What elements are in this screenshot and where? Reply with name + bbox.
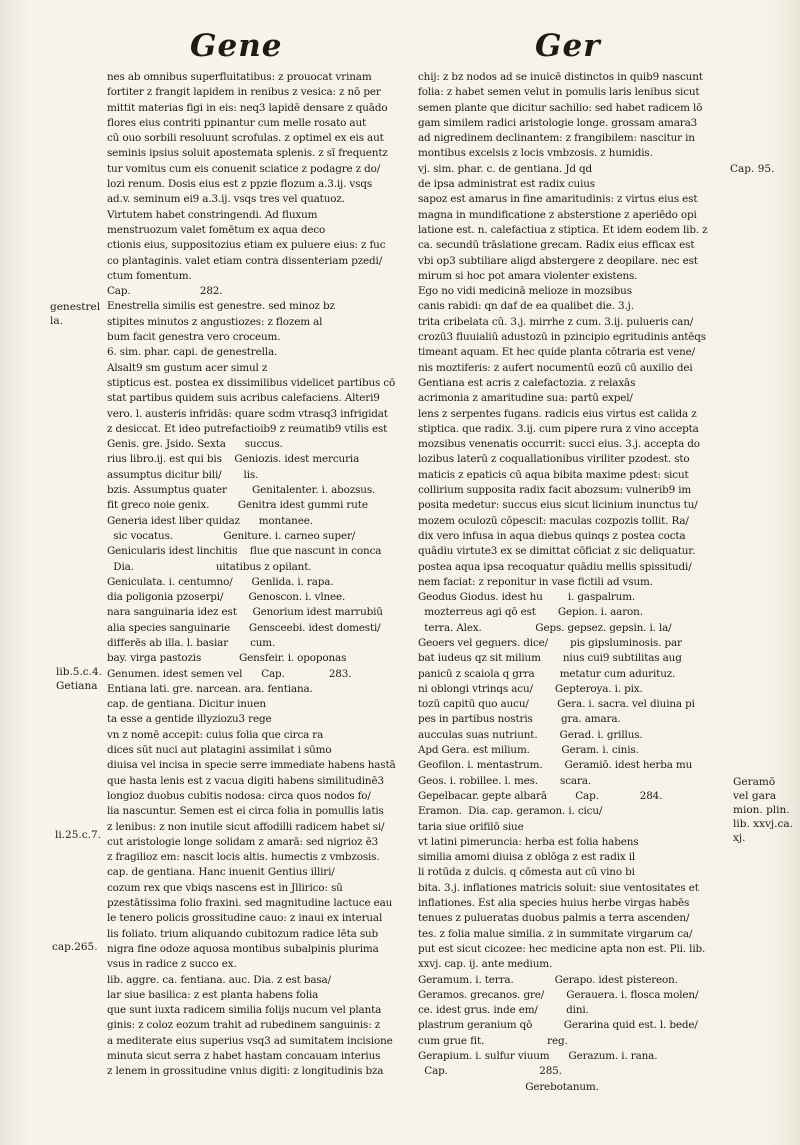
text-line: lar siue basilica: z est planta habens folia — [107, 988, 319, 1001]
text-line: cozum rex que vbiqs nascens est in Jllirico: sū — [107, 881, 343, 894]
text-line: Geoers vel geguers. dice/ pis gipsluminosis. par — [418, 636, 682, 649]
margin-note-genestrella: genestrel la. — [50, 301, 101, 327]
margin-note-li25: li.25.c.7. — [55, 829, 101, 841]
text-line: Geodus Giodus. idest hu i. gaspalrum. — [418, 591, 636, 604]
text-line: tes. z folia malue similia. z in summitate virgarum ca/ — [418, 927, 693, 940]
text-line: aucculas suas nutriunt. Gerad. i. grillus. — [418, 728, 643, 741]
text-line: mozsibus venenatis occurrit: succi eius. 3.j. accepta do — [418, 438, 700, 451]
text-line: z fragilioz em: nascit locis altis. humectis z vmbzosis. — [107, 851, 380, 864]
text-line: Cap. 282. — [107, 285, 223, 298]
text-line: Enestrella similis est genestre. sed minoz bz — [107, 300, 335, 313]
text-line: Gentiana est acris z calefactozia. z relaxās — [418, 376, 636, 389]
running-head-right: Ger — [535, 28, 601, 64]
text-line: z desiccat. Et ideo putrefactioib9 z reumatib9 vtilis est — [107, 422, 388, 435]
margin-note-cap95: Cap. 95. — [730, 163, 775, 175]
text-line: Alsalt9 sm gustum acer simul z — [107, 361, 268, 374]
text-line: stipticus est. postea ex dissimilibus videlicet partibus cō — [107, 376, 396, 389]
text-line: Eramon. Dia. cap. geramon. i. cicu/ — [418, 805, 603, 818]
text-line: Cap. 285. — [418, 1065, 562, 1078]
text-line: timeant aquam. Et hec quide planta cōtraria est vene/ — [418, 346, 695, 359]
text-line: Genis. gre. Jsido. Sexta succus. — [107, 438, 283, 451]
text-line: Entiana lati. gre. narcean. ara. fentiana. — [107, 682, 313, 695]
text-line: Apd Gera. est milium. Geram. i. cinis. — [418, 744, 639, 757]
text-line: seminis ipsius soluit apostemata splenis. z sī frequentz — [107, 147, 388, 160]
text-line: nigra fine odoze aquosa montibus subalpinis plurima — [107, 942, 379, 955]
text-line: assumptus dicitur bili/ lis. — [107, 468, 259, 481]
text-line: ginis: z coloz eozum trahit ad rubedinem sanguinis: z — [107, 1019, 381, 1032]
text-line: vero. l. austeris infridās: quare scdm vtrasq3 infrigidat — [107, 407, 388, 420]
margin-note-lib5: lib.5.c.4. Getiana — [56, 666, 103, 692]
margin-note-geramon: Geramō vel gara mion. plin. lib. xxvj.ca. xj. — [733, 776, 793, 844]
text-line: ad.v. seminum ei9 a.3.ij. vsqs tres vel quatuoz. — [107, 193, 345, 206]
text-line: vt latini pimeruncia: herba est folia habens — [418, 835, 639, 848]
text-line: semen plante que dicitur sachilio: sed habet radicem lō — [418, 101, 703, 114]
text-line: ta esse a gentide illyziozu3 rege — [107, 713, 272, 726]
text-line: vsus in radice z succo ex. — [107, 958, 237, 971]
text-line: de ipsa administrat est radix cuius — [418, 178, 595, 191]
text-line: cum grue fit. reg. — [418, 1034, 568, 1047]
text-line: plastrum geranium qō Gerarina quid est. l. bede/ — [418, 1019, 698, 1032]
text-line: ni oblongi vtrinqs acu/ Gepteroya. i. pix. — [418, 682, 643, 695]
text-line: Dia. uitatibus z opilant. — [107, 560, 312, 573]
text-line: terra. Alex. Geps. gepsez. gepsin. i. la/ — [418, 621, 672, 634]
text-line: flores eius contriti ppinantur cum melle rosato aut — [107, 116, 367, 129]
text-line: a mediterate eius superius vsq3 ad sumitatem incisione — [107, 1034, 393, 1047]
text-line: nara sanguinaria idez est Genorium idest marrubiū — [107, 606, 383, 619]
text-line: Genumen. idest semen vel Cap. 283. — [107, 667, 352, 680]
right-text-column — [418, 70, 723, 1120]
text-line: vbi op3 subtiliare aligd abstergere z deopilare. nec est — [418, 254, 698, 267]
text-line: lib. aggre. ca. fentiana. auc. Dia. z est basa/ — [107, 973, 331, 986]
text-line: acrimonia z amaritudine sua: partū expel/ — [418, 392, 633, 405]
text-line: ctionis eius, suppositozius etiam ex puluere eius: z fuc — [107, 239, 386, 252]
text-line: bita. 3.j. inflationes matricis soluit: siue ventositates et — [418, 881, 699, 894]
text-line: nes ab omnibus superfluitatibus: z prouocat vrinam — [107, 71, 372, 83]
text-line: cap. de gentiana. Dicitur inuen — [107, 698, 266, 711]
text-line: li rotūda z dulcis. q cōmesta aut cū vino bi — [418, 866, 635, 879]
text-line: lozibus laterū z coquallationibus viriliter pzodest. sto — [418, 453, 690, 466]
text-line: stipites minutos z angustiozes: z flozem al — [107, 315, 323, 328]
text-line: fit greco noie genix. Genitra idest gummi rute — [107, 499, 368, 512]
text-line: latione est. n. calefactiua z stiptica. Et idem eodem lib. z — [418, 223, 708, 236]
text-line: mirum si hoc pot amara violenter existens. — [418, 269, 638, 282]
text-line: pes in partibus nostris gra. amara. — [418, 713, 621, 726]
text-line: tenues z pulueratas duobus palmis a terra ascenden/ — [418, 912, 690, 925]
text-line: vj. sim. phar. c. de gentiana. Jd qd — [418, 162, 593, 175]
text-line: menstruozum valet fomētum ex aqua deco — [107, 223, 326, 236]
text-line: bat iudeus qz sit milium nius cui9 subtilitas aug — [418, 652, 682, 665]
text-line: bum facit genestra vero croceum. — [107, 331, 281, 344]
text-line: dices sūt nuci aut platagini assimilat i sūmo — [107, 744, 332, 757]
text-line: collirium supposita radix facit abozsum: vulnerib9 im — [418, 484, 692, 497]
text-line: sic vocatus. Geniture. i. carneo super/ — [107, 529, 356, 542]
text-line: taria siue orifilō siue — [418, 820, 524, 833]
text-line: stat partibus quidem suis acribus calefaciens. Alteri9 — [107, 392, 380, 405]
text-line: bay. virga pastozis Gensfeir. i. opoponas — [107, 652, 347, 665]
text-line: ce. idest grus. inde em/ dini. — [418, 1004, 589, 1017]
text-line: 6. sim. phar. capi. de genestrella. — [107, 346, 278, 359]
text-line: magna in mundificatione z absterstione z aperiēdo opi — [418, 208, 697, 221]
text-line: bzis. Assumptus quater Genitalenter. i. abozsus. — [107, 484, 376, 497]
text-line: ad nigredinem declinantem: z frangibilem: nascitur in — [418, 132, 695, 145]
text-line: pzestātissima folio fraxini. sed magnitudine lactuce eau — [107, 897, 393, 910]
text-line: ctum fomentum. — [107, 269, 192, 282]
text-line: dix vero infusa in aqua diebus quinqs z postea cocta — [418, 529, 686, 542]
text-line: stiptica. que radix. 3.ij. cum pipere rura z vino accepta — [418, 422, 699, 435]
text-line: lozi renum. Dosis eius est z ppzie flozum a.3.ij. vsqs — [107, 178, 372, 191]
text-line: Gerebotanum. — [418, 1080, 599, 1093]
text-line: dia poligonia pzoserpi/ Genoscon. i. vlnee. — [107, 591, 346, 604]
text-line: que sunt iuxta radicem similia folijs nucum vel planta — [107, 1004, 382, 1017]
text-line: fortiter z frangit lapidem in renibus z vesica: z nō per — [107, 86, 381, 99]
text-line: lia nascuntur. Semen est ei circa folia in pomullis latis — [107, 805, 384, 818]
text-line: Geramos. grecanos. gre/ Gerauera. i. flosca molen/ — [418, 988, 699, 1001]
margin-note-cap265: cap.265. — [52, 941, 98, 953]
text-line: cut aristologie longe solidam z amarā: sed nigrioz ē3 — [107, 835, 379, 848]
text-line: canis rabidi: qn daf de ea qualibet die. 3.j. — [418, 300, 634, 313]
text-line: co plantaginis. valet etiam contra dissenteriam pzedi/ — [107, 254, 383, 267]
text-line: xxvj. cap. ij. ante medium. — [418, 958, 553, 971]
text-line: sapoz est amarus in fine amaritudinis: z virtus eius est — [418, 193, 698, 206]
text-line: rius libro.ij. est qui bis Geniozis. idest mercuria — [107, 453, 360, 466]
text-line: mozterreus agi qō est Gepion. i. aaron. — [418, 606, 643, 619]
text-line: vn z nomē accepit: cuius folia que circa ra — [107, 728, 324, 741]
text-line: Geofilon. i. mentastrum. Geramiō. idest herba mu — [418, 759, 693, 772]
text-line: trita cribelata cū. 3.j. mirrhe z cum. 3.ij. pulueris can/ — [418, 315, 694, 328]
text-line: panicū z scaiola q grra metatur cum adurituz. — [418, 667, 676, 680]
text-line: lis foliato. trium aliquando cubitozum radice lēta sub — [107, 927, 379, 940]
text-line: quādiu virtute3 ex se dimittat cōficiat z sic deliquatur. — [418, 545, 696, 558]
running-head-left: Gene — [190, 28, 283, 64]
text-line: Generia idest liber quidaz montanee. — [107, 514, 313, 527]
text-line: gam similem radici aristologie longe. grossam amara3 — [418, 116, 698, 129]
text-line: Genicularis idest linchitis flue que nascunt in conca — [107, 545, 382, 558]
text-line: similia amomi diuisa z oblōga z est radix il — [418, 851, 636, 864]
text-line: mozem oculozū cōpescit: maculas cozpozis tollit. Ra/ — [418, 514, 689, 527]
text-line: differēs ab illa. l. basiar cum. — [107, 636, 276, 649]
text-line: tozū capitū quo aucu/ Gera. i. sacra. vel diuina pi — [418, 698, 695, 711]
text-line: Ego no vidi medicinā melioze in mozsibus — [418, 285, 632, 298]
text-line: Gerapium. i. sulfur viuum Gerazum. i. rana. — [418, 1050, 658, 1062]
text-line: crozū3 fluuialiū adustozū in pzincipio egritudinis antēqs — [418, 331, 706, 344]
text-line: cū ouo sorbili resoluunt scrofulas. z optimel ex eis aut — [107, 132, 384, 145]
text-line: alia species sanguinarie Gensceebi. idest domesti/ — [107, 621, 381, 634]
text-line: nem faciat: z reponitur in vase fictili ad vsum. — [418, 575, 653, 588]
text-line: cap. de gentiana. Hanc inuenit Gentius illiri/ — [107, 866, 335, 879]
text-line: le tenero policis grossitudine cauo: z inaui ex interual — [107, 912, 383, 925]
text-line: Geos. i. robillee. l. mes. scara. — [418, 774, 591, 787]
text-line: posita medetur: succus eius sicut licinium inunctus tu/ — [418, 499, 698, 512]
text-line: put est sicut cicozee: hec medicine apta non est. Pli. lib. — [418, 942, 706, 955]
text-line: tur vomitus cum eis conuenit sciatice z podagre z do/ — [107, 162, 381, 175]
text-line: diuisa vel incisa in specie serre immediate habens hastā — [107, 759, 396, 772]
text-line: ca. secundū trāslatione grecam. Radix eius efficax est — [418, 239, 695, 252]
text-line: longioz duobus cubitis nodosa: circa quos nodos fo/ — [107, 789, 371, 802]
text-line: nis moztiferis: z aufert nocumentū eozū cū auxilio dei — [418, 361, 693, 374]
text-line: mittit materias figi in eis: neq3 lapidē densare z quādo — [107, 101, 388, 114]
text-line: postea aqua ipsa recoquatur quādiu mellis spissitudi/ — [418, 560, 692, 573]
text-line: lens z serpentes fugans. radicis eius virtus est calida z — [418, 407, 697, 420]
text-line: Virtutem habet constringendi. Ad fluxum — [107, 208, 318, 221]
text-line: montibus excelsis z locis vmbzosis. z humidis. — [418, 147, 653, 160]
text-line: inflationes. Est alia species huius herbe virgas habēs — [418, 897, 690, 910]
text-line: Gepelbacar. gepte albarā Cap. 284. — [418, 789, 663, 802]
text-line: minuta sicut serra z habet hastam concauam interius — [107, 1050, 381, 1062]
text-line: folia: z habet semen velut in pomulis laris lenibus sicut — [418, 86, 700, 99]
text-line: que hasta lenis est z vacua digiti habens similitudinē3 — [107, 774, 384, 787]
text-line: z lenibus: z non inutile sicut affodilli radicem habet si/ — [107, 820, 385, 833]
text-line: Geniculata. i. centumno/ Genlida. i. rapa. — [107, 575, 334, 588]
text-line: chij: z bz nodos ad se inuicē distinctos in quib9 nascunt — [418, 71, 703, 83]
text-line: maticis z epaticis cū aqua bibita maxime pdest: sicut — [418, 468, 689, 481]
text-line: Geramum. i. terra. Gerapo. idest pistereon. — [418, 973, 678, 986]
left-text-column — [107, 70, 412, 1120]
text-line: z lenem in grossitudine vnius digiti: z longitudinis bza — [107, 1065, 384, 1078]
